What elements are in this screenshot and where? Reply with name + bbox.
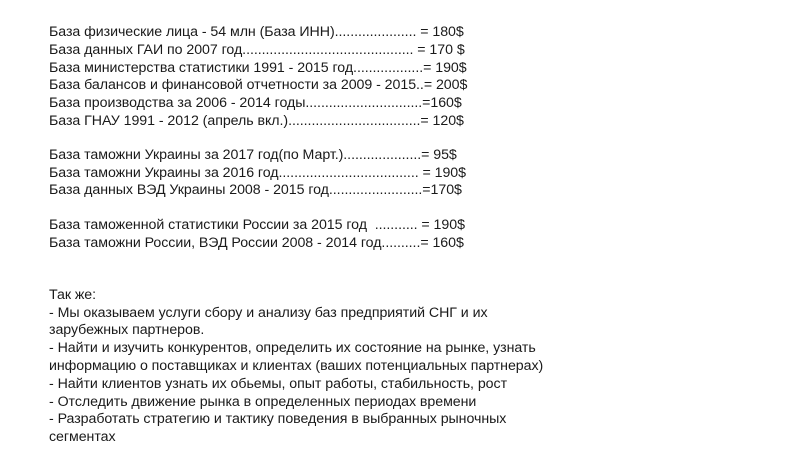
service-line: - Отследить движение рынка в определенных периодах времени bbox=[49, 393, 477, 410]
price-line: База таможни Украины за 2017 год(по Март.)....................= 95$ bbox=[49, 146, 457, 163]
price-line: База балансов и финансовой отчетности за 2009 - 2015..= 200$ bbox=[49, 77, 468, 94]
price-line: База министерства статистики 1991 - 2015 год..................= 190$ bbox=[49, 59, 467, 76]
services-heading: Так же: bbox=[49, 286, 97, 303]
service-line: - Найти клиентов узнать их обьемы, опыт работы, стабильность, рост bbox=[49, 375, 508, 392]
price-line: База ГНАУ 1991 - 2012 (апрель вкл.)..................................= 120$ bbox=[49, 112, 464, 129]
spacer bbox=[49, 200, 789, 217]
price-line: База данных ГАИ по 2007 год............................................ = 170 $ bbox=[49, 41, 465, 58]
price-line: База таможенной статистики России за 2015 год ........... = 190$ bbox=[49, 217, 465, 234]
service-line: зарубежных партнеров. bbox=[49, 322, 205, 339]
service-line: - Найти и изучить конкурентов, определить их состояние на рынке, узнать bbox=[49, 340, 536, 357]
price-line: База таможни России, ВЭД России 2008 - 2014 год..........= 160$ bbox=[49, 234, 464, 251]
service-line: - Разработать стратегию и тактику поведения в выбранных рыночных bbox=[49, 411, 507, 428]
price-line: База таможни Украины за 2016 год.................................... = 190$ bbox=[49, 164, 466, 181]
price-list-document bbox=[49, 24, 789, 447]
service-line: информацию о поставщиках и клиентах (ваших потенциальных партнерах) bbox=[49, 357, 544, 374]
price-line: База физические лица - 54 млн (База ИНН)..................... = 180$ bbox=[49, 24, 464, 40]
price-line: База данных ВЭД Украины 2008 - 2015 год........................=170$ bbox=[49, 182, 462, 199]
ukraine-databases-group bbox=[49, 24, 789, 131]
service-line: сегментах bbox=[49, 429, 116, 446]
spacer bbox=[49, 253, 789, 287]
spacer bbox=[49, 131, 789, 147]
ukraine-customs-group bbox=[49, 147, 789, 200]
price-line: База производства за 2006 - 2014 годы..............................=160$ bbox=[49, 95, 462, 112]
russia-customs-group bbox=[49, 217, 789, 253]
services-section bbox=[49, 287, 789, 447]
service-line: - Мы оказываем услуги сбору и анализу баз предприятий СНГ и их bbox=[49, 304, 488, 321]
